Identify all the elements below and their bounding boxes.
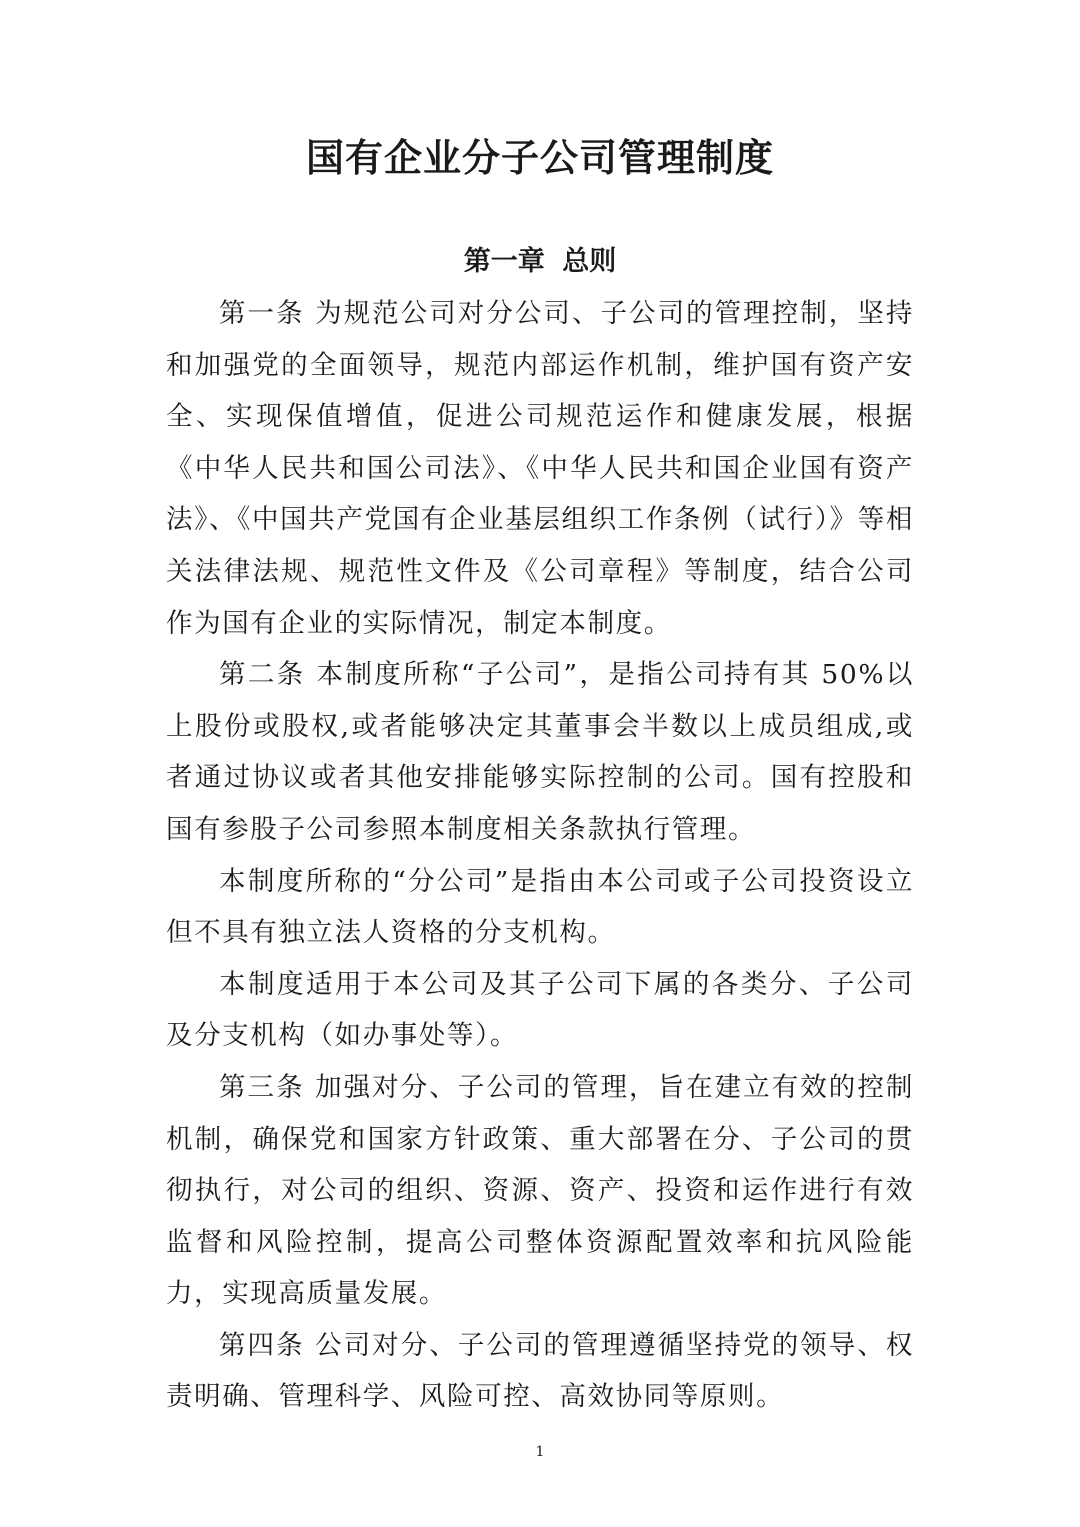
document-body — [166, 288, 914, 1423]
paragraph-branch-definition: 本制度所称的“分公司”是指由本公司或子公司投资设立但不具有独立法人资格的分支机构。 — [166, 865, 914, 949]
page-number: 1 — [535, 1444, 545, 1460]
paragraph-scope: 本制度适用于本公司及其子公司下属的各类分、子公司及分支机构（如办事处等）。 — [166, 968, 914, 1052]
paragraph-article-2: 第二条 本制度所称“子公司”，是指公司持有其 50%以上股份或股权,或者能够决定其董事会半数以上成员组成,或者通过协议或者其他安排能够实际控制的公司。国有控股和国有参股子公司参照本制度相关条款执行管理。 — [166, 659, 914, 845]
document-title: 国有企业分子公司管理制度 — [305, 136, 774, 180]
paragraph-article-1: 第一条 为规范公司对分公司、子公司的管理控制，坚持和加强党的全面领导，规范内部运作机制，维护国有资产安全、实现保值增值，促进公司规范运作和健康发展，根据《中华人民共和国公司法》、《中华人民共和国企业国有资产法》、《中国共产党国有企业基层组织工作条例（试行）》等相关法律法规、规范性文件及《公司章程》等制度，结合公司作为国有企业的实际情况，制定本制度。 — [166, 298, 914, 639]
chapter-heading: 第一章 总则 — [463, 246, 617, 277]
paragraph-article-3: 第三条 加强对分、子公司的管理，旨在建立有效的控制机制，确保党和国家方针政策、重大部署在分、子公司的贯彻执行，对公司的组织、资源、资产、投资和运作进行有效监督和风险控制，提高公司整体资源配置效率和抗风险能力，实现高质量发展。 — [166, 1071, 914, 1310]
paragraph-article-4: 第四条 公司对分、子公司的管理遵循坚持党的领导、权责明确、管理科学、风险可控、高效协同等原则。 — [166, 1329, 914, 1413]
